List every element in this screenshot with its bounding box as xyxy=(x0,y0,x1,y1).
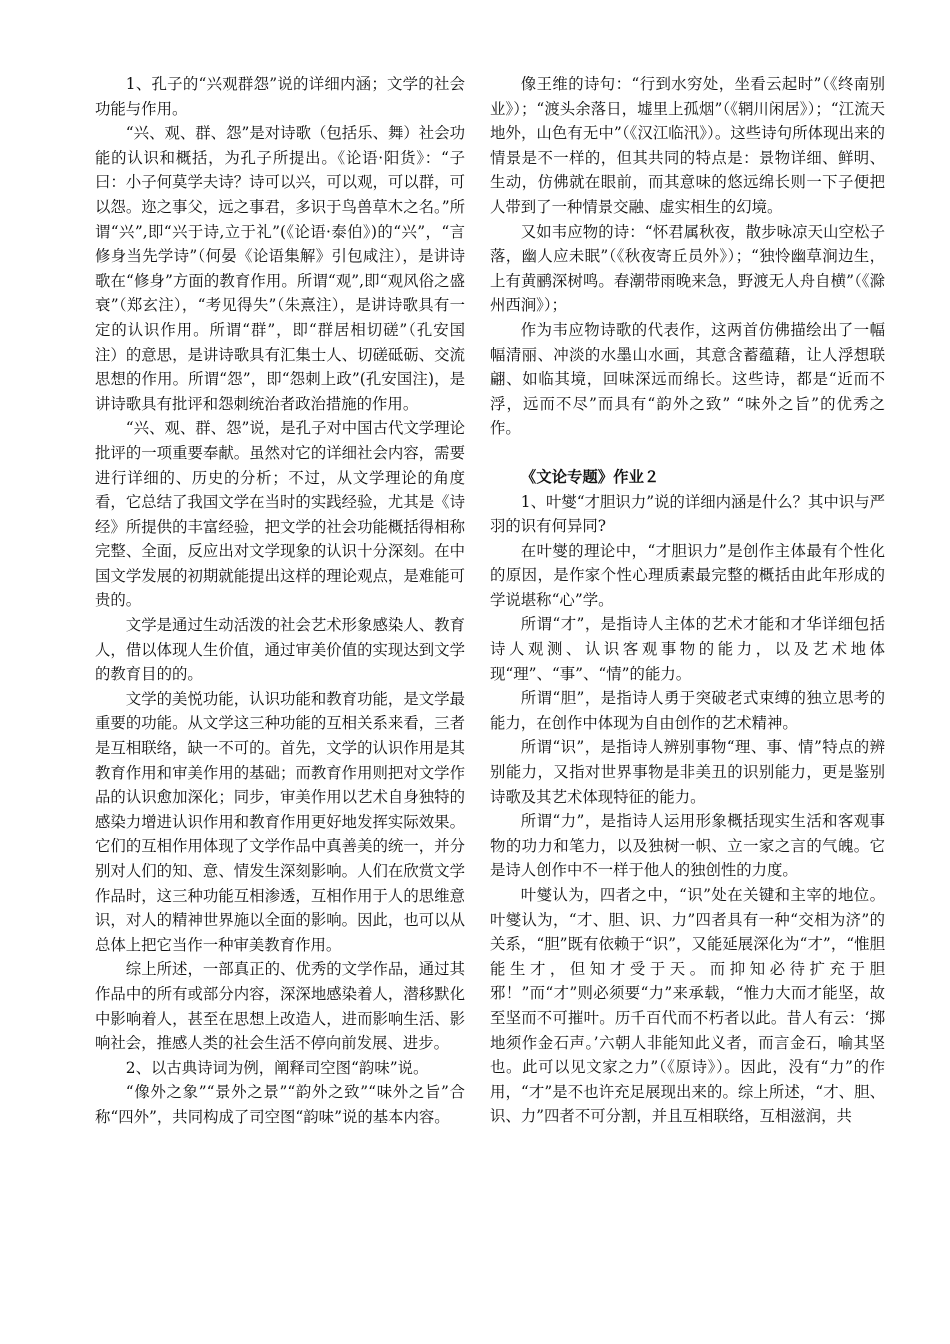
paragraph: 叶燮认为，四者之中，“识”处在关键和主宰的地位。叶燮认为，“才、胆、识、力”四者具有一种“交相为济”的关系，“胆”既有依赖于“识”，又能延展深化为“才”，“惟胆能生才，但知才受于天。而抑知必待扩充于胆邪！”而“才”则必须要“力”来承载，“惟力大而才能坚，故至坚而不可摧叶。历千百代而不朽者以此。昔人有云：‘掷地须作金石声。’六朝人非能知此义者，而言金石，喻其坚也。此可以见文家之力”（《原诗》）。因此，没有“力”的作用，“才”是不也许充足展现出来的。综上所述，“才、胆、识、力”四者不可分割，并且互相联络，互相滋润，共 xyxy=(490,886,885,1126)
section-heading: 《文论专题》作业２ xyxy=(520,467,660,486)
paragraph: 1、孔子的“兴观群怨”说的详细内涵；文学的社会功能与作用。 xyxy=(95,75,465,118)
paragraph: 所谓“识”，是指诗人辨别事物“理、事、情”特点的辨别能力，又指对世界事物是非美丑的识别能力，更是鉴别诗歌及其艺术体现特征的能力。 xyxy=(490,738,885,806)
paragraph: 像王维的诗句：“行到水穷处，坐看云起时”（《终南别业》）；“渡头余落日，墟里上孤烟”（《辋川闲居》）；“江流天地外，山色有无中”（《汉江临汛》）。这些诗句所体现出来的情景是不一样的，但其共同的特点是：景物详细、鲜明、生动，仿佛就在眼前，而其意味的悠远绵长则一下子便把人带到了一种情景交融、虚实相生的幻境。 xyxy=(490,75,885,216)
paragraph: 所谓“力”，是指诗人运用形象概括现实生活和客观事物的功力和笔力，以及独树一帜、立一家之言的气魄。它是诗人创作中不一样于他人的独创性的力度。 xyxy=(490,812,885,880)
paragraph: 文学的美悦功能，认识功能和教育功能，是文学最重要的功能。从文学这三种功能的互相关系来看，三者是互相联络，缺一不可的。首先，文学的认识作用是其教育作用和审美作用的基础；而教育作用则把对文学作品的认识愈加深化；同步，审美作用以艺术自身独特的感染力增进认识作用和教育作用更好地发挥实际效果。它们的互相作用体现了文学作品中真善美的统一，并分别对人们的知、意、情发生深刻影响。人们在欣赏文学作品时，这三种功能互相渗透，互相作用于人的思维意识，对人的精神世界施以全面的影响。因此，也可以从总体上把它当作一种审美教育作用。 xyxy=(95,689,465,954)
paragraph: 所谓“才”，是指诗人主体的艺术才能和才华详细包括诗人观测、认识客观事物的能力，以及艺术地体现“理”、“事”、“情”的能力。 xyxy=(490,615,885,683)
left-column xyxy=(95,72,465,1130)
paragraph: 作为韦应物诗歌的代表作，这两首仿佛描绘出了一幅幅清丽、冲淡的水墨山水画，其意含蓄蕴藉，让人浮想联翩、如临其境，回味深远而绵长。这些诗，都是“近而不浮，远而不尽”而具有“韵外之致” “味外之旨”的优秀之作。 xyxy=(490,320,885,438)
paragraph: 所谓“胆”，是指诗人勇于突破老式束缚的独立思考的能力，在创作中体现为自由创作的艺术精神。 xyxy=(490,689,885,732)
paragraph: “兴、观、群、怨”是对诗歌（包括乐、舞）社会功能的认识和概括，为孔子所提出。《论语·阳货》：“子曰：小子何莫学夫诗？诗可以兴，可以观，可以群，可以怨。迩之事父，远之事君，多识于鸟兽草木之名。”所谓“兴”,即“兴于诗,立于礼”(《论语·泰伯》)的“兴”，“言修身当先学诗”（何晏《论语集解》引包咸注），是讲诗歌在“修身”方面的教育作用。所谓“观”,即“观风俗之盛衰”（郑玄注），“考见得失”（朱熹注），是讲诗歌具有一定的认识作用。所谓“群”，即“群居相切磋”（孔安国注）的意思，是讲诗歌具有汇集士人、切磋砥砺、交流思想的作用。所谓“怨”，即“怨刺上政”(孔安国注)，是讲诗歌具有批评和怨刺统治者政治措施的作用。 xyxy=(95,124,465,413)
paragraph: 1、叶燮“才胆识力”说的详细内涵是什么？其中识与严羽的识有何异同? xyxy=(490,492,885,536)
paragraph: “兴、观、群、怨”说，是孔子对中国古代文学理论批评的一项重要奉献。虽然对它的详细社会内容，需要进行详细的、历史的分析；不过，从文学理论的角度看，它总结了我国文学在当时的实践经验，尤其是《诗经》所提供的丰富经验，把文学的社会功能概括得相称完整、全面，反应出对文学现象的认识十分深刻。在中国文学发展的初期就能提出这样的理论观点，是难能可贵的。 xyxy=(95,419,465,610)
paragraph: 综上所述，一部真正的、优秀的文学作品，通过其作品中的所有或部分内容，深深地感染着人，潜移默化中影响着人，甚至在思想上改造人，进而影响生活、影响社会，推感人类的社会生活不停向前发展、进步。 xyxy=(95,960,465,1053)
paragraph: 文学是通过生动活泼的社会艺术形象感染人、教育人，借以体现人生价值，通过审美价值的实现达到文学的教育目的的。 xyxy=(95,616,465,684)
paragraph: “像外之象”“景外之景”“韵外之致”“味外之旨”合称“四外”，共同构成了司空图“韵味”说的基本内容。 xyxy=(95,1083,465,1126)
paragraph: 又如韦应物的诗：“怀君属秋夜，散步咏凉天山空松子落，幽人应未眠”（《秋夜寄丘员外》）；“独怜幽草涧边生，上有黄鹂深树鸣。春潮带雨晚来急，野渡无人舟自横”（《滁州西涧》）； xyxy=(490,222,885,315)
paragraph: 2、以古典诗词为例，阐释司空图“韵味”说。 xyxy=(125,1058,429,1077)
right-column xyxy=(490,72,885,1129)
paragraph: 在叶燮的理论中，“才胆识力”是创作主体最有个性化的原因，是作家个性心理质素最完整的概括由此年形成的学说堪称“心”学。 xyxy=(490,541,885,609)
